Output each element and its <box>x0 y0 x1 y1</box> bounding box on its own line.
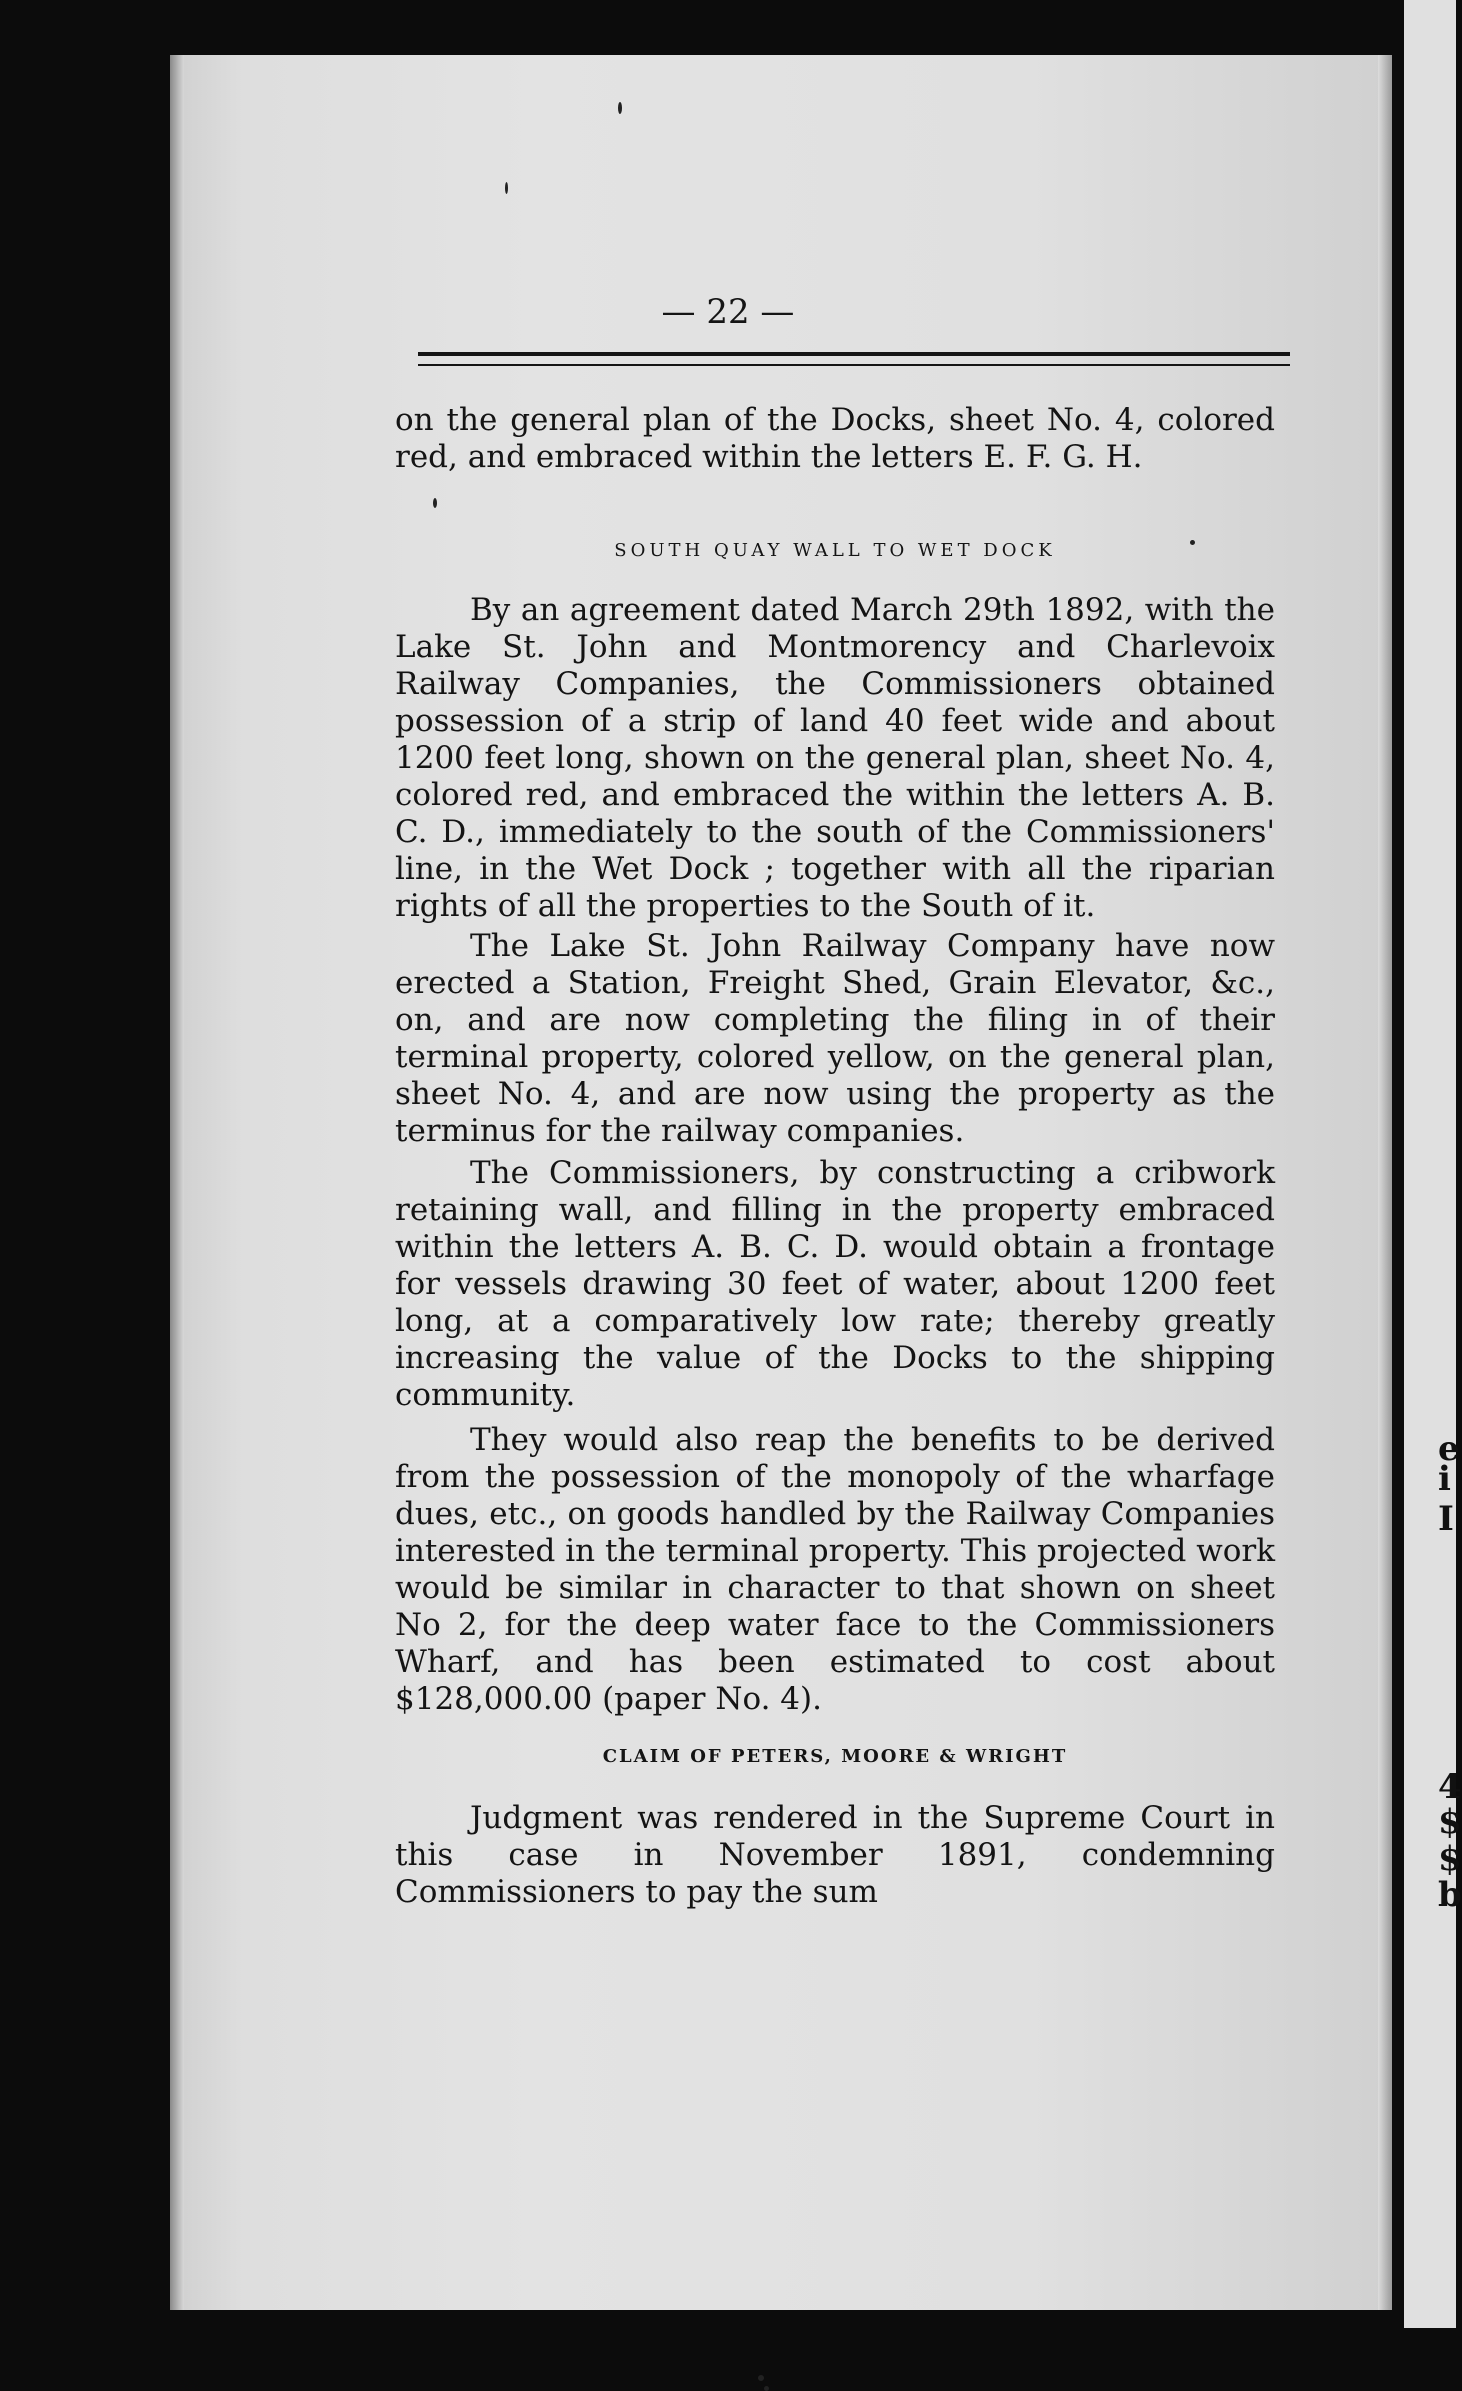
adjacent-page-fragment: 4 <box>1438 1767 1462 1807</box>
page-left-edge <box>170 55 184 2310</box>
opening-paragraph: on the general plan of the Docks, sheet No. 4, colored red, and embraced within the letters E. F. G. H. <box>395 402 1275 475</box>
adjacent-page-fragment: i <box>1438 1459 1451 1499</box>
adjacent-page-fragment: b <box>1438 1875 1462 1915</box>
paragraph-commissioners-cribwork: The Commissioners, by constructing a cribwork retaining wall, and filling in the property embraced within the letters A. B. C. D. would obtain a frontage for vessels drawing 30 feet of water, about 1200 feet long, at a comparatively low rate; thereby greatly increasing the value of the Docks to the shipping community. <box>395 1155 1275 1413</box>
adjacent-page-edge <box>1404 0 1462 2328</box>
adjacent-page-fragment: $ <box>1438 1839 1462 1879</box>
adjacent-page-fragment: $ <box>1438 1802 1462 1842</box>
section-heading-south-quay-wall: SOUTH QUAY WALL TO WET DOCK <box>614 540 1056 561</box>
paragraph-judgment: Judgment was rendered in the Supreme Court in this case in November 1891, condemning Commissioners to pay the sum <box>395 1800 1275 1910</box>
adjacent-page-fragment: I <box>1438 1499 1454 1539</box>
print-speck <box>764 2386 769 2391</box>
print-speck <box>433 498 437 508</box>
header-rule <box>418 352 1290 356</box>
print-speck <box>758 2375 764 2381</box>
paragraph-lake-st-john-railway: The Lake St. John Railway Company have now erected a Station, Freight Shed, Grain Elevator, &c., on, and are now completing the filing in of their terminal property, colored yellow, on the general plan, sheet No. 4, and are now using the property as the terminus for the railway companies. <box>395 928 1275 1149</box>
paragraph-agreement: By an agreement dated March 29th 1892, with the Lake St. John and Montmorency and Charlevoix Railway Companies, the Commissioners obtained possession of a strip of land 40 feet wide and about 1200 feet long, shown on the general plan, sheet No. 4, colored red, and embraced the within the letters A. B. C. D., immediately to the south of the Commissioners' line, in the Wet Dock ; together with all the riparian rights of all the properties to the South of it. <box>395 592 1275 924</box>
page-number: — 22 — <box>661 292 795 332</box>
header-rule-thin <box>418 364 1290 366</box>
print-speck <box>505 182 508 194</box>
print-speck <box>618 102 622 114</box>
section-heading-claim: CLAIM OF PETERS, MOORE & WRIGHT <box>602 1746 1068 1767</box>
page-right-edge <box>1378 55 1392 2310</box>
adjacent-page-fragment: e <box>1438 1429 1460 1469</box>
paragraph-wharfage-benefits: They would also reap the benefits to be derived from the possession of the monopoly of the wharfage dues, etc., on goods handled by the Railway Companies interested in the terminal property. This projected work would be similar in character to that shown on sheet No 2, for the deep water face to the Commissioners Wharf, and has been estimated to cost about $128,000.00 (paper No. 4). <box>395 1422 1275 1717</box>
print-speck <box>1190 540 1195 545</box>
